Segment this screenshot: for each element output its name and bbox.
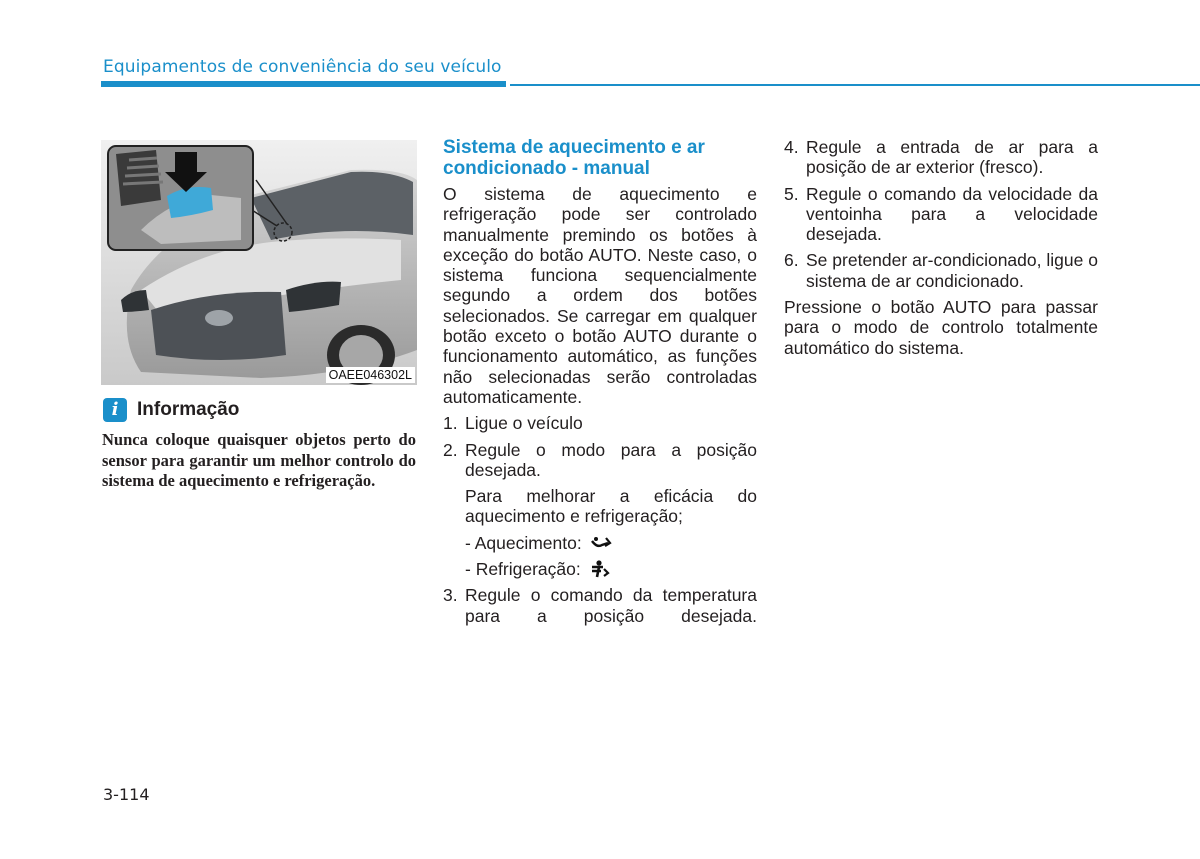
page-number: 3-114 [103,785,150,804]
car-sensor-illustration [101,140,417,385]
info-body-text: Nunca coloque quaisquer objetos perto do sensor para garantir um melhor controlo do sistema de aquecimento e refrigeração. [102,430,416,490]
section-title: Sistema de aquecimento e ar condicionado - manual [443,137,705,179]
step-item [443,413,757,433]
mode-cooling-label: - Refrigeração: [465,559,581,580]
step-text: Regule o comando da velocidade da ventoinha para a velocidade desejada. [806,183,1098,245]
step-number: 5. [784,183,799,204]
step-text: Ligue o veículo [465,413,583,434]
step-text: Regule o modo para a posição desejada. [465,439,757,480]
step-item [784,137,1098,178]
step-number: 6. [784,250,799,271]
car-front-image [101,140,417,385]
header-rule-thick [101,81,506,87]
step-item [443,585,757,626]
step-item [443,440,757,481]
column-right [784,137,1098,364]
column-middle [443,137,757,632]
header-title: Equipamentos de conveniência do seu veículo [103,57,502,77]
info-icon: i [103,398,127,422]
face-vent-icon [589,560,611,578]
step-text: Se pretender ar-condicionado, ligue o sistema de ar condicionado. [806,250,1098,291]
mode-cooling [465,559,757,579]
step-item [784,250,1098,291]
mode-heating-label: - Aquecimento: [465,532,582,553]
closing-paragraph: Pressione o botão AUTO para passar para o modo de controlo totalmente automático do sistema. [784,297,1098,358]
step-item [784,184,1098,245]
header-rule-thin [510,84,1200,86]
step-number: 3. [443,585,458,606]
step-number: 2. [443,439,458,460]
section-intro: O sistema de aquecimento e refrigeração pode ser controlado manualmente premindo os botões à exceção do botão AUTO. Neste caso, o sistema funciona sequencialmente segundo a ordem dos botões selecionados. Se carregar em qualquer botão exceto o botão AUTO durante o funcionamento automático, as funções não selecionadas serão controladas automaticamente. [443,184,757,407]
step-text: Regule o comando da temperatura para a posição desejada. [465,585,757,626]
floor-vent-icon [590,535,612,551]
step-text: Regule a entrada de ar para a posição de ar exterior (fresco). [806,137,1098,178]
mode-heating [465,533,757,553]
info-title: Informação [137,399,240,420]
step-number: 1. [443,413,458,434]
step-number: 4. [784,137,799,157]
figure-code-label: OAEE046302L [326,367,415,383]
step-note: Para melhorar a eficácia do aquecimento e refrigeração; [465,486,757,527]
